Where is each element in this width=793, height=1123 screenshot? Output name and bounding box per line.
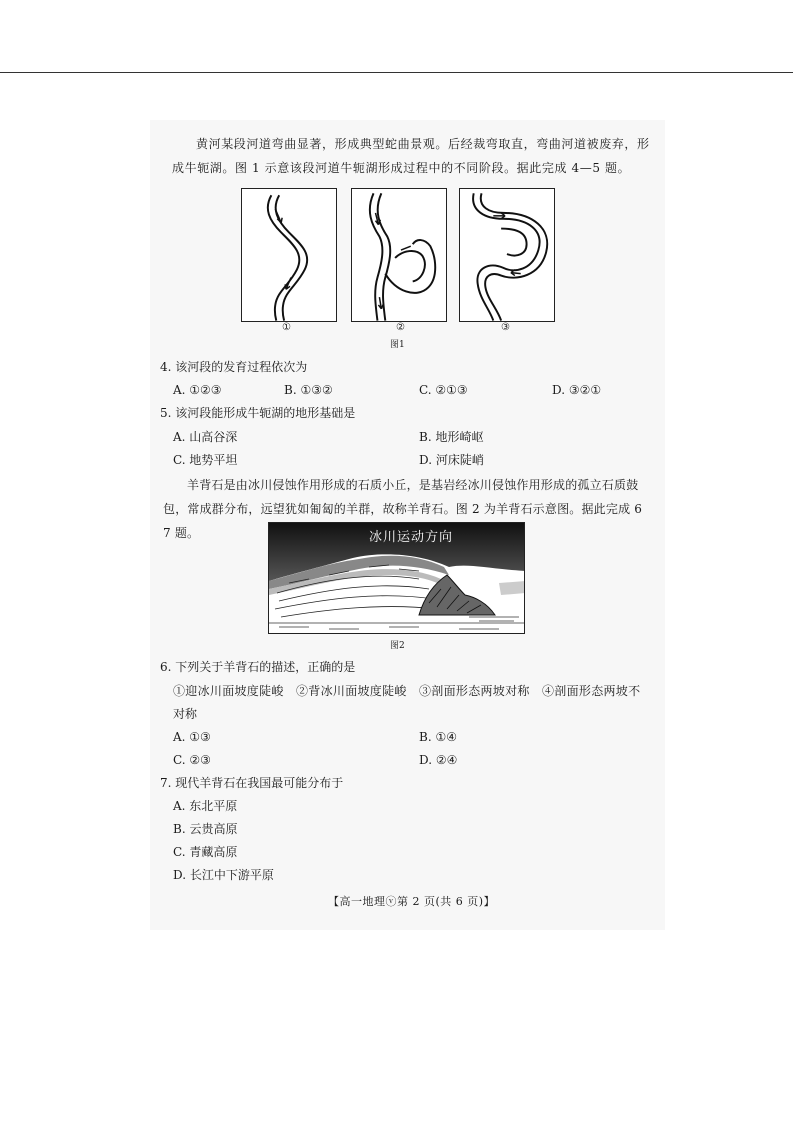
q4-option-c[interactable]: C. ②①③ bbox=[419, 383, 468, 397]
q5-option-b[interactable]: B. 地形崎岖 bbox=[419, 430, 484, 444]
q6-option-c[interactable]: C. ②③ bbox=[173, 753, 211, 767]
q5-stem: 5. 该河段能形成牛轭湖的地形基础是 bbox=[160, 406, 356, 420]
q7-option-c[interactable]: C. 青藏高原 bbox=[173, 845, 238, 859]
q6-option-b[interactable]: B. ①④ bbox=[419, 730, 457, 744]
q4-option-d[interactable]: D. ③②① bbox=[552, 383, 602, 397]
q7-option-a[interactable]: A. 东北平原 bbox=[173, 799, 238, 813]
header-rule bbox=[0, 72, 793, 73]
q7-option-b[interactable]: B. 云贵高原 bbox=[173, 822, 238, 836]
q6-option-d[interactable]: D. ②④ bbox=[419, 753, 458, 767]
figure1-caption: 图1 bbox=[390, 340, 405, 350]
figure2-title: 冰川运动方向 bbox=[369, 530, 454, 545]
figure1-panel-3 bbox=[459, 188, 555, 322]
q4-option-b[interactable]: B. ①③② bbox=[284, 383, 333, 397]
meander-stage-2-diagram bbox=[352, 189, 446, 321]
q5-option-a[interactable]: A. 山高谷深 bbox=[173, 430, 238, 444]
q4-option-a[interactable]: A. ①②③ bbox=[173, 383, 222, 397]
figure1-label-3: ③ bbox=[501, 322, 510, 333]
q4-stem: 4. 该河段的发育过程依次为 bbox=[160, 360, 308, 374]
q6-stem: 6. 下列关于羊背石的描述，正确的是 bbox=[160, 660, 356, 674]
figure2-caption: 图2 bbox=[390, 641, 405, 651]
q6-statements-line2: 对称 bbox=[173, 707, 198, 721]
page-footer: 【高一地理ⓥ第 2 页(共 6 页)】 bbox=[328, 895, 496, 908]
q5-option-c[interactable]: C. 地势平坦 bbox=[173, 453, 238, 467]
meander-stage-3-diagram bbox=[460, 189, 554, 321]
q5-option-d[interactable]: D. 河床陡峭 bbox=[419, 453, 484, 467]
q7-option-d[interactable]: D. 长江中下游平原 bbox=[173, 868, 274, 882]
passage-roche-moutonnee: 羊背石是由冰川侵蚀作用形成的石质小丘，是基岩经冰川侵蚀作用形成的孤立石质鼓包，常成群分布，远望犹如匍匐的羊群，故称羊背石。图 2 为羊背石示意图。据此完成 6 7 题。 bbox=[163, 478, 643, 540]
figure1-panel-2 bbox=[351, 188, 447, 322]
passage-oxbow-lake: 黄河某段河道弯曲显著，形成典型蛇曲景观。后经裁弯取直，弯曲河道被废弃，形成牛轭湖。图 1 示意该段河道牛轭湖形成过程中的不同阶段。据此完成 4—5 题。 bbox=[172, 137, 650, 175]
meander-stage-1-diagram bbox=[242, 189, 336, 321]
figure1-label-2: ② bbox=[396, 322, 405, 333]
figure2-roche-moutonnee-diagram bbox=[268, 522, 525, 634]
q7-stem: 7. 现代羊背石在我国最可能分布于 bbox=[160, 776, 344, 790]
q6-option-a[interactable]: A. ①③ bbox=[173, 730, 211, 744]
figure1-label-1: ① bbox=[282, 322, 291, 333]
q6-statements-line1: ①迎冰川面坡度陡峻 ②背冰川面坡度陡峻 ③剖面形态两坡对称 ④剖面形态两坡不 bbox=[173, 684, 641, 698]
figure1-panel-1 bbox=[241, 188, 337, 322]
